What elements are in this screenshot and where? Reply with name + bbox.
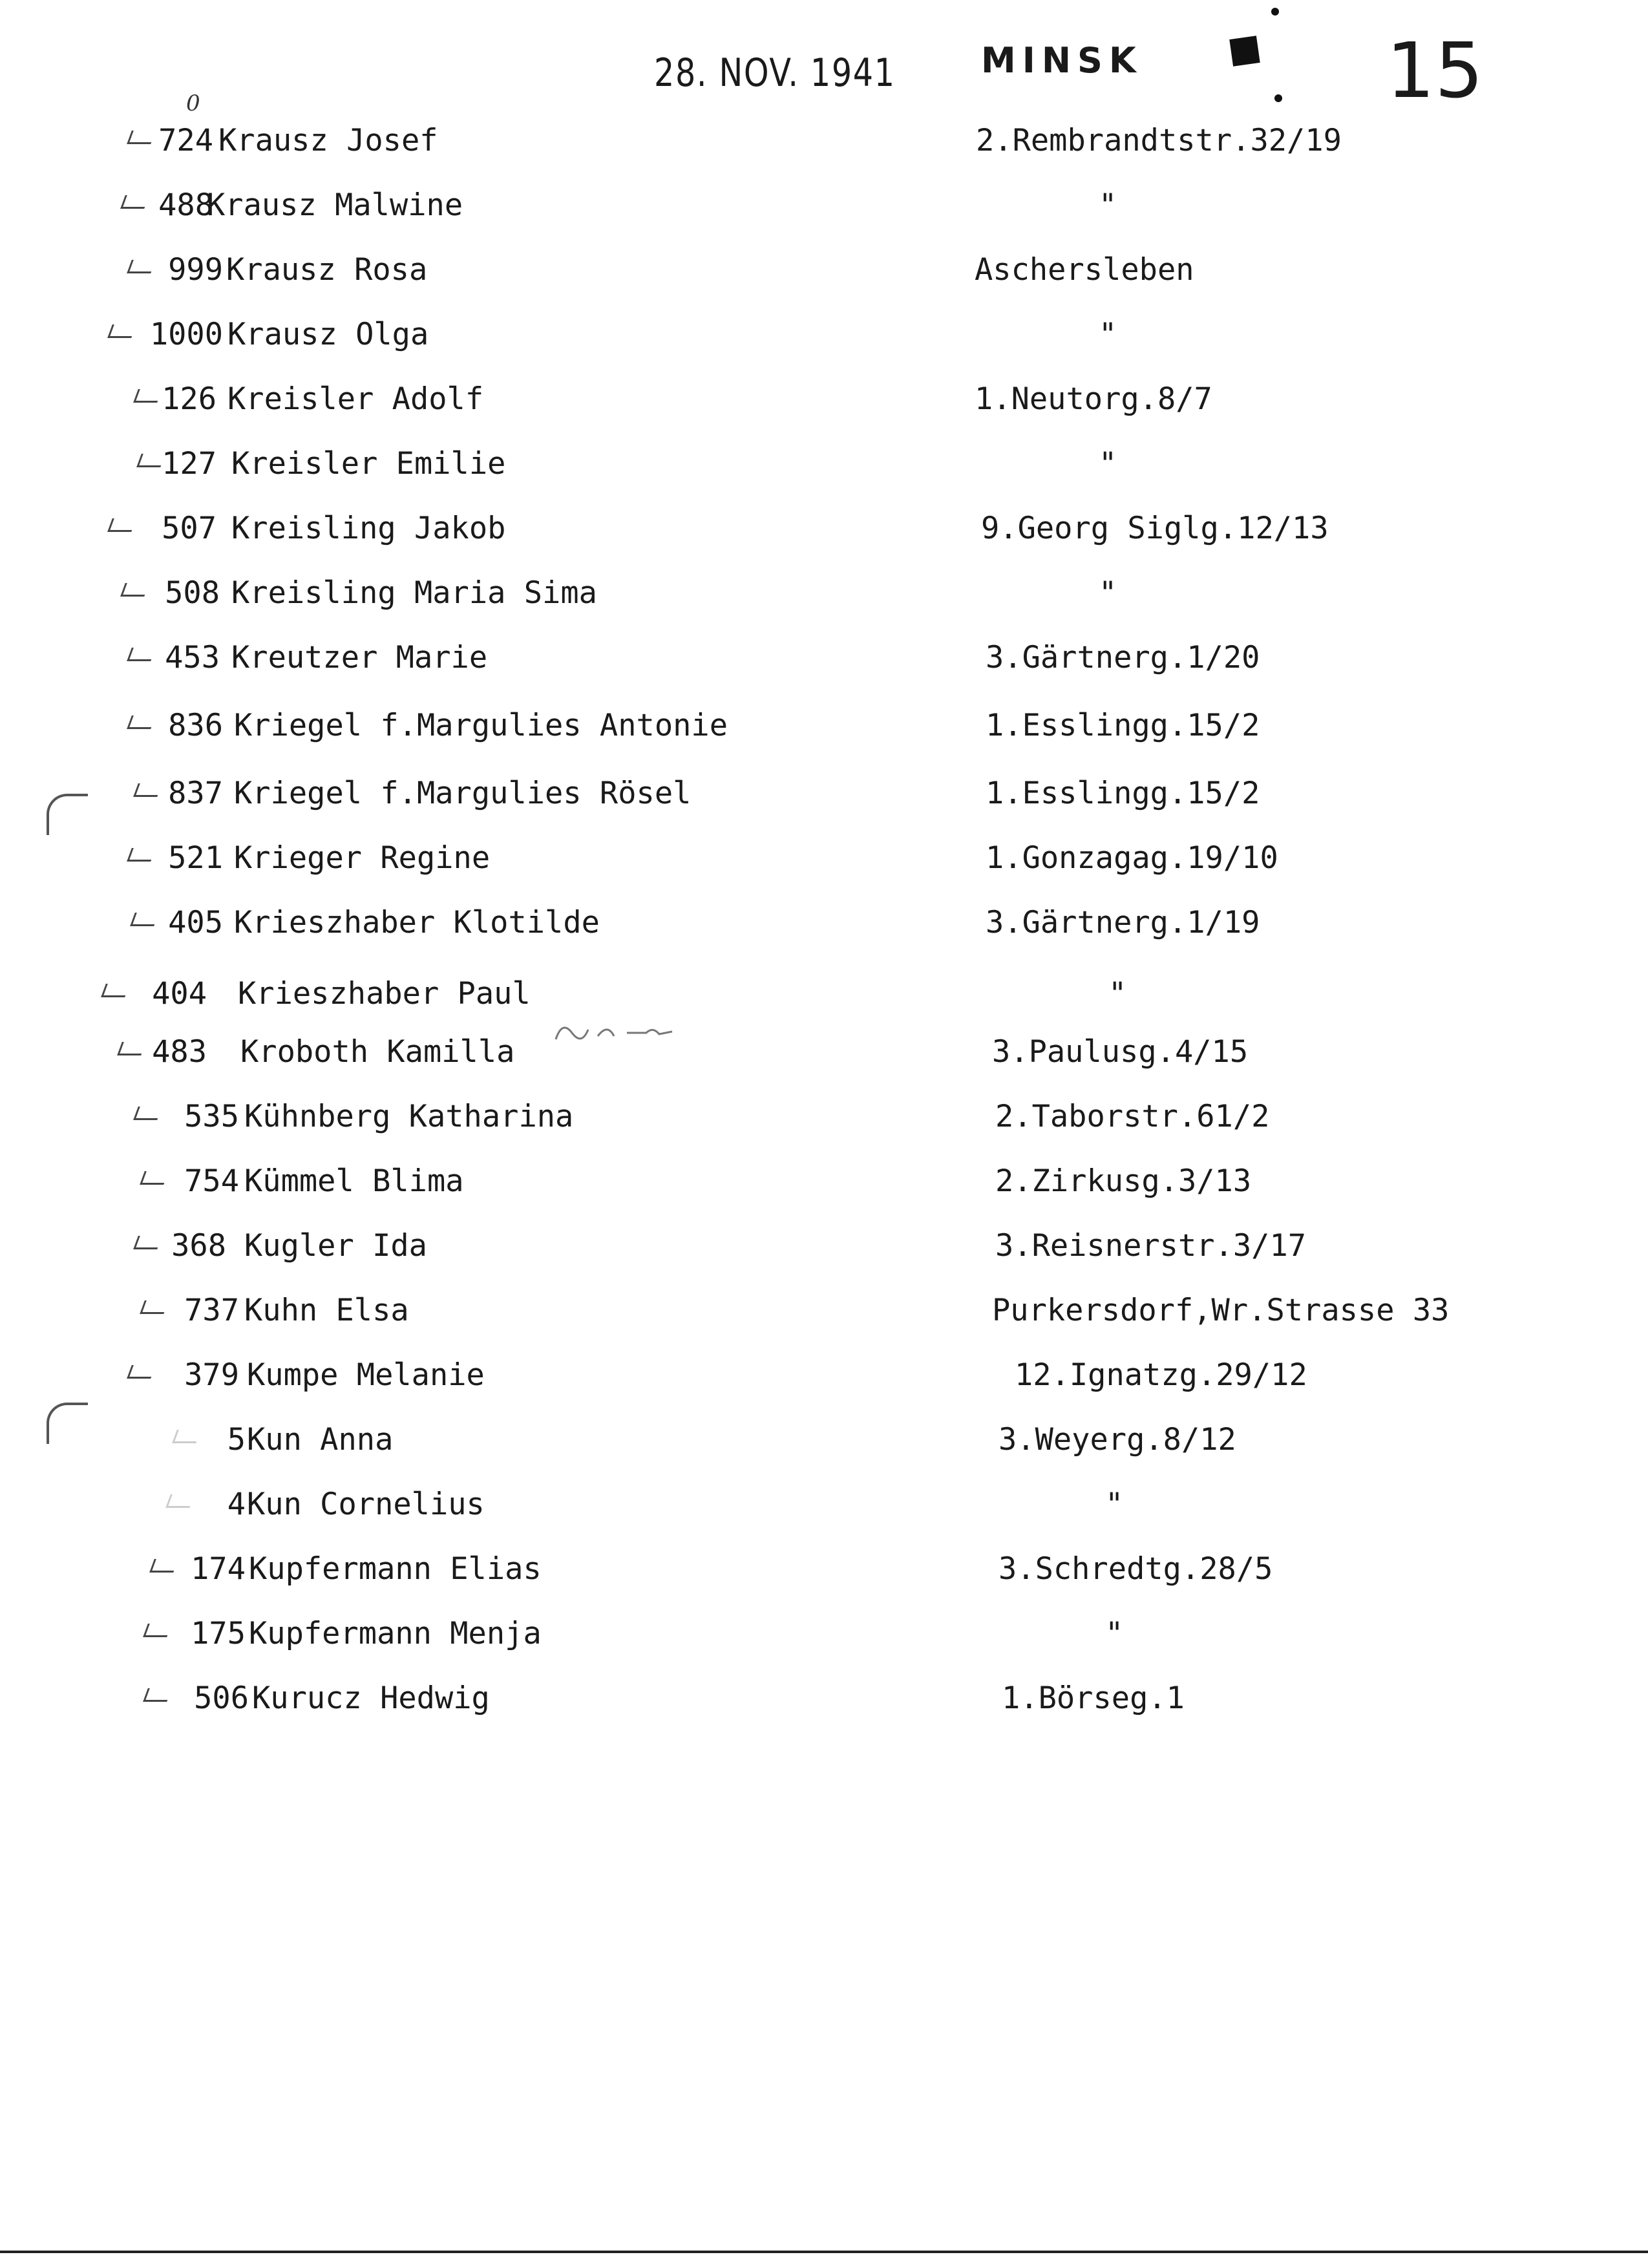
entry-number: 127 [162,446,217,482]
page-number: 15 [1386,26,1484,115]
entry-number: 405 [168,905,223,940]
checkmark-icon [127,715,156,729]
entry-number: 535 [184,1099,239,1134]
checkmark-icon [143,1624,172,1637]
entry-number: 368 [171,1228,226,1264]
checkmark-icon [133,783,162,797]
address: " [1099,187,1117,223]
address: 9.Georg Siglg.12/13 [981,511,1329,546]
list-entry [0,840,1648,892]
checkmark-icon [133,1107,162,1120]
list-entry [0,1099,1648,1150]
person-name: Krausz Josef [218,123,438,158]
checkmark-icon [127,131,156,144]
address: 3.Reisnerstr.3/17 [995,1228,1307,1264]
person-name: Kumpe Melanie [247,1357,485,1393]
list-entry [0,1163,1648,1215]
destination-stamp: MINSK [981,40,1143,81]
entry-number: 507 [162,511,217,546]
date-stamp: 28. NOV. 1941 [654,50,896,96]
address: Aschersleben [975,252,1194,288]
person-name: Kugler Ida [244,1228,427,1264]
address: " [1105,1487,1124,1522]
list-entry [0,1616,1648,1668]
checkmark-icon [127,648,156,661]
address: " [1099,446,1117,482]
entry-number: 453 [165,640,220,675]
entry-number: 506 [194,1680,249,1716]
address: 1.Esslingg.15/2 [986,776,1260,811]
entry-number: 379 [184,1357,239,1393]
person-name: Krieszhaber Paul [238,976,531,1012]
entry-number: 174 [191,1551,246,1587]
address: 3.Paulusg.4/15 [992,1034,1249,1070]
checkmark-icon [117,1042,146,1055]
ink-blot-mark [1229,36,1260,66]
person-name: Kriegel f.Margulies Rösel [234,776,692,811]
address: Purkersdorf,Wr.Strasse 33 [992,1293,1450,1328]
address: 2.Zirkusg.3/13 [995,1163,1252,1199]
list-entry [0,1487,1648,1538]
entry-number: 999 [168,252,223,288]
checkmark-icon [101,984,130,997]
person-name: Kreisling Maria Sima [231,575,597,611]
checkmark-icon [107,324,136,338]
list-entry [0,1034,1648,1086]
entry-number: 488 [158,187,213,223]
checkmark-icon [133,1236,162,1249]
address: 1.Börseg.1 [1002,1680,1185,1716]
person-name: Kriegel f.Margulies Antonie [234,708,728,743]
list-entry [0,976,1648,1028]
person-name: Kühnberg Katharina [244,1099,574,1134]
checkmark-icon [127,1365,156,1379]
list-entry [0,317,1648,368]
person-name: Krieger Regine [234,840,491,876]
entry-number: 754 [184,1163,239,1199]
checkmark-icon [107,518,136,532]
checkmark-icon [149,1559,178,1573]
page-edge-line [0,2251,1648,2253]
address: 3.Gärtnerg.1/20 [986,640,1260,675]
person-name: Krausz Olga [227,317,429,352]
address: " [1108,976,1127,1012]
list-entry [0,1422,1648,1474]
list-entry [0,708,1648,759]
checkmark-icon [120,195,149,209]
entry-number: 404 [152,976,207,1012]
person-name: Kuhn Elsa [244,1293,409,1328]
checkmark-icon [120,583,149,597]
checkmark-icon [133,389,162,403]
person-name: Kroboth Kamilla [240,1034,515,1070]
person-name: Krausz Rosa [226,252,428,288]
person-name: Kreutzer Marie [231,640,488,675]
person-name: Kun Cornelius [247,1487,485,1522]
list-entry [0,1293,1648,1344]
checkmark-icon [140,1300,169,1314]
list-entry [0,1551,1648,1603]
entry-number: 508 [165,575,220,611]
list-entry [0,575,1648,627]
address: 3.Weyerg.8/12 [998,1422,1236,1457]
list-entry [0,252,1648,304]
entry-number: 4 [227,1487,246,1522]
entry-number: 837 [168,776,223,811]
address: 3.Schredtg.28/5 [998,1551,1273,1587]
checkmark-icon [172,1430,201,1443]
address: 3.Gärtnerg.1/19 [986,905,1260,940]
person-name: Kreisler Emilie [231,446,506,482]
person-name: Kümmel Blima [244,1163,464,1199]
ink-dot-mark [1274,94,1282,102]
person-name: Kreisling Jakob [231,511,506,546]
person-name: Kreisler Adolf [227,381,484,417]
address: 12.Ignatzg.29/12 [1015,1357,1307,1393]
person-name: Krausz Malwine [207,187,463,223]
list-entry [0,640,1648,692]
address: 1.Esslingg.15/2 [986,708,1260,743]
checkmark-icon [127,260,156,273]
list-entry [0,187,1648,239]
address: " [1099,575,1117,611]
list-entry [0,123,1648,175]
list-entry [0,446,1648,498]
entry-number: 1000 [149,317,223,352]
person-name: Kun Anna [247,1422,394,1457]
address: 1.Gonzagag.19/10 [986,840,1278,876]
list-entry [0,1228,1648,1280]
person-name: Kupfermann Menja [249,1616,542,1651]
checkmark-icon [130,913,159,926]
entry-number: 175 [191,1616,246,1651]
address: " [1105,1616,1124,1651]
ink-dot-mark [1271,8,1279,16]
checkmark-icon [127,848,156,862]
list-entry [0,1357,1648,1409]
entry-number: 724 [158,123,213,158]
address: 1.Neutorg.8/7 [975,381,1212,417]
person-name: Kurucz Hedwig [252,1680,490,1716]
checkmark-icon [140,1171,169,1185]
entry-number: 5 [227,1422,246,1457]
list-entry [0,1680,1648,1732]
entry-number: 836 [168,708,223,743]
person-name: Kupfermann Elias [249,1551,542,1587]
entry-number: 483 [152,1034,207,1070]
list-entry [0,511,1648,562]
list-entry [0,381,1648,433]
entry-number: 126 [162,381,217,417]
list-entry [0,905,1648,957]
address: 2.Rembrandtstr.32/19 [976,123,1342,158]
entry-number: 737 [184,1293,239,1328]
address: 2.Taborstr.61/2 [995,1099,1270,1134]
list-entry [0,776,1648,827]
person-name: Krieszhaber Klotilde [234,905,600,940]
checkmark-icon [165,1494,195,1508]
entry-number: 521 [168,840,223,876]
checkmark-icon [143,1688,172,1702]
handwritten-correction-mark: 0 [186,90,200,116]
address: " [1099,317,1117,352]
